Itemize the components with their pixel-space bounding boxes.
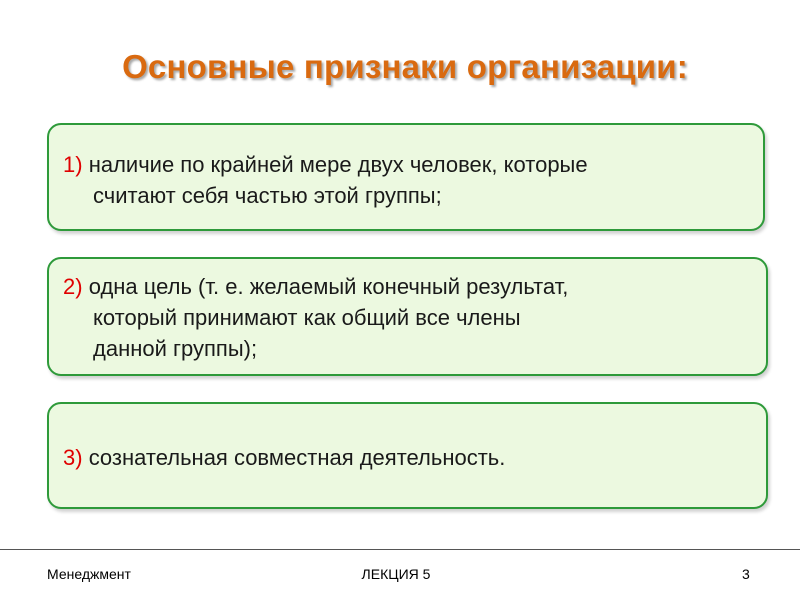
feature-box-3 xyxy=(47,402,768,509)
feature-box-2 xyxy=(47,257,768,376)
footer-divider xyxy=(0,549,800,550)
feature-2-line-3: данной группы); xyxy=(93,336,258,361)
feature-text-3 xyxy=(63,442,752,473)
feature-1-line-1-text: наличие по крайней мере двух человек, которые xyxy=(88,152,588,177)
feature-number-1: 1) xyxy=(63,152,83,177)
feature-1-line-1 xyxy=(63,149,749,180)
slide-title: Основные признаки организации: xyxy=(122,48,688,85)
feature-number-2: 2) xyxy=(63,274,83,299)
footer-course-name: Менеджмент xyxy=(47,566,131,582)
feature-1-line-2: считают себя частью этой группы; xyxy=(93,183,442,208)
feature-2-line-1 xyxy=(63,271,752,302)
feature-text-1 xyxy=(63,149,749,211)
footer-lecture-label: ЛЕКЦИЯ 5 xyxy=(361,566,431,582)
feature-3-line-1-text: сознательная совместная деятельность. xyxy=(88,445,506,470)
feature-2-line-2: который принимают как общий все члены xyxy=(93,305,521,330)
feature-3-line-1 xyxy=(63,442,752,473)
footer-page-number: 3 xyxy=(742,566,750,582)
feature-text-2 xyxy=(63,271,752,364)
feature-2-line-1-text: одна цель (т. е. желаемый конечный результат, xyxy=(88,274,569,299)
feature-box-1 xyxy=(47,123,765,231)
feature-number-3: 3) xyxy=(63,445,83,470)
